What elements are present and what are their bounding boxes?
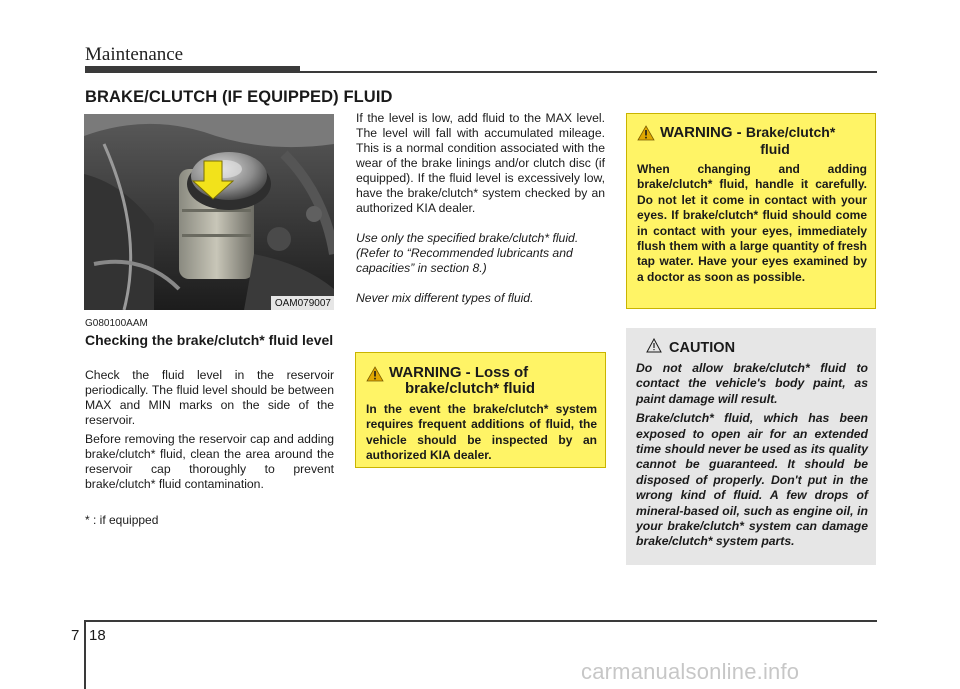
warning-box-loss (355, 352, 606, 468)
warning-body: In the event the brake/clutch* system requires frequent additions of fluid, the vehicle should be inspected by an authorized KIA dealer. (366, 402, 597, 463)
italic-note: Use only the specified brake/clutch* fluid. (Refer to “Recommended lubricants and capacities” in section 8.) (356, 231, 579, 275)
warning-title: Brake/clutch* (745, 124, 836, 140)
caution-paragraph: Brake/clutch* fluid, which has been exposed to open air for an extended time should never be used as its quality cannot be guaranteed. It should be disposed of properly. Don't put in the wrong kind of fluid. A few drops of mineral-based oil, such as engine oil, in your brake/clutch* system can damage brake/clutch* system parts. (636, 411, 868, 549)
running-header: Maintenance (85, 44, 184, 65)
warning-title: Loss of (474, 364, 529, 381)
watermark: carmanualsonline.info (581, 659, 800, 684)
chapter-number: 7 (71, 627, 80, 644)
warning-box-fluid (626, 113, 876, 309)
paragraph: If the level is low, add fluid to the MAX level. The level will fall with accumulated mileage. This is a normal condition associated with the wear of the brake linings and/or clutch disc (if equipped). If the fluid level is excessively low, have the brake/clutch* system checked by an authorized KIA dealer. (356, 111, 605, 215)
section-title: BRAKE/CLUTCH (IF EQUIPPED) FLUID (85, 88, 393, 106)
reservoir-photo (84, 114, 334, 310)
photo-code: OAM079007 (271, 296, 334, 310)
footer-divider (84, 620, 86, 689)
warning-prefix: WARNING - (389, 364, 475, 381)
warning-title-line2: brake/clutch* fluid (405, 380, 536, 397)
paragraph: Check the fluid level in the reservoir periodically. The fluid level should be between MAX and MIN marks on the side of the reservoir. (85, 368, 334, 427)
warning-triangle-icon (637, 125, 655, 146)
warning-title-line2: fluid (760, 141, 790, 157)
paragraph: Before removing the reservoir cap and adding brake/clutch* fluid, clean the area around the reservoir cap thoroughly to prevent brake/clutch* fluid contamination. (85, 432, 334, 491)
header-bar (85, 66, 300, 73)
left-body-text (85, 368, 334, 496)
reservoir-illustration (84, 114, 334, 310)
caution-triangle-icon (646, 338, 662, 358)
italic-note: Never mix different types of fluid. (356, 291, 534, 305)
subsection-title: Checking the brake/clutch* fluid level (85, 332, 334, 348)
warning-body: When changing and adding brake/clutch* fluid, handle it carefully. Do not let it come in contact with your eyes. If brake/clutch* fluid should come in contact with your eyes, immediately flush them with a large quantity of fresh tap water. Have your eyes examined by a doctor as soon as possible. (637, 162, 867, 284)
header-rule (300, 71, 877, 73)
page-number: 18 (89, 627, 106, 644)
caution-box (626, 328, 876, 565)
warning-triangle-icon (366, 366, 384, 387)
reference-code: G080100AAM (85, 318, 148, 329)
footer-rule (85, 620, 877, 622)
caution-label: CAUTION (669, 340, 736, 356)
footnote: * : if equipped (85, 513, 159, 527)
caution-paragraph: Do not allow brake/clutch* fluid to contact the vehicle's body paint, as paint damage will result. (636, 361, 868, 406)
middle-body-text (356, 111, 605, 321)
warning-prefix: WARNING - (660, 124, 746, 141)
